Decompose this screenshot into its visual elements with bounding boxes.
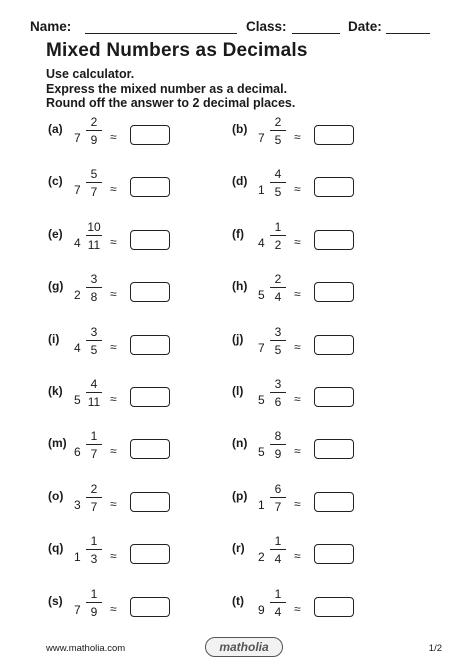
numerator: 3 [274,377,282,391]
problem-label: (s) [48,593,63,608]
whole-number: 7 [74,602,81,617]
denominator: 9 [90,604,98,619]
answer-box[interactable] [130,544,170,564]
fraction-bar [270,497,286,498]
approx-symbol: ≈ [294,496,301,511]
numerator: 5 [90,167,98,182]
numerator: 1 [274,219,282,234]
name-field[interactable] [85,33,237,34]
problem-row [46,426,446,478]
problem-row [46,584,446,636]
problem-label: (l) [232,384,244,398]
problem-label: (t) [232,593,244,608]
answer-box[interactable] [314,544,354,564]
approx-symbol: ≈ [110,234,117,249]
numerator: 3 [90,324,98,339]
problem-label: (h) [232,279,248,294]
fraction [86,115,102,147]
answer-box[interactable] [314,230,354,250]
numerator: 8 [274,429,282,444]
numerator: 4 [274,167,282,182]
fraction-bar [86,392,102,393]
answer-box[interactable] [130,387,170,407]
fraction-bar [86,602,102,603]
numerator: 4 [90,377,98,391]
fraction-bar [270,287,286,288]
numerator: 1 [274,586,282,601]
denominator: 4 [274,552,282,567]
problem-row [46,479,446,531]
problem-item [230,426,420,478]
problem-item [230,322,420,374]
denominator: 11 [87,237,101,252]
approx-symbol: ≈ [294,339,301,354]
answer-box[interactable] [314,439,354,459]
fraction-bar [86,497,102,498]
fraction-bar [86,182,102,183]
problem-label: (o) [48,488,64,503]
problem-label: (r) [232,541,245,556]
fraction-bar [270,549,286,550]
fraction [86,534,102,566]
denominator: 9 [274,447,282,462]
approx-symbol: ≈ [110,444,117,459]
matholia-logo: matholia [205,637,283,657]
whole-number: 7 [258,131,265,145]
date-field[interactable] [386,33,430,34]
fraction-bar [86,235,102,236]
denominator: 5 [274,133,282,147]
problem-row [46,112,446,164]
page-number: 1/2 [428,643,442,654]
fraction-bar [270,130,286,131]
approx-symbol: ≈ [294,444,301,459]
denominator: 7 [90,185,98,200]
denominator: 4 [274,604,282,619]
answer-box[interactable] [130,439,170,459]
whole-number: 1 [74,550,81,565]
problem-row [46,322,446,374]
fraction [270,325,286,357]
numerator: 1 [274,534,282,549]
fraction-bar [86,549,102,550]
numerator: 10 [87,219,101,234]
denominator: 5 [90,342,98,357]
denominator: 3 [90,552,98,567]
answer-box[interactable] [130,492,170,512]
problem-label: (d) [232,174,248,189]
problem-item [46,479,236,531]
problem-label: (j) [232,331,244,346]
fraction [86,377,102,409]
fraction [86,587,102,619]
approx-symbol: ≈ [110,339,117,354]
problem-label: (e) [48,226,63,241]
problem-label: (m) [48,436,67,451]
answer-box[interactable] [314,335,354,355]
fraction [270,220,286,252]
fraction [270,534,286,566]
approx-symbol: ≈ [110,287,117,302]
problem-item [46,112,236,164]
problem-item [46,531,236,583]
fraction [270,115,286,147]
fraction-bar [270,392,286,393]
fraction [86,325,102,357]
fraction [86,429,102,461]
problem-item [46,164,236,216]
fraction [86,167,102,199]
problem-label: (a) [48,122,63,136]
problem-item [46,217,236,269]
whole-number: 5 [74,393,81,407]
approx-symbol: ≈ [294,601,301,616]
problem-item [46,584,236,636]
answer-box[interactable] [130,125,170,145]
answer-box[interactable] [314,125,354,145]
numerator: 2 [90,115,98,129]
problem-row [46,164,446,216]
problem-row [46,374,446,426]
approx-symbol: ≈ [110,182,117,197]
approx-symbol: ≈ [294,287,301,302]
whole-number: 7 [258,340,265,355]
fraction [270,272,286,304]
fraction [270,429,286,461]
whole-number: 4 [74,235,81,250]
answer-box[interactable] [314,597,354,617]
fraction-bar [86,287,102,288]
worksheet-header [30,19,450,39]
answer-box[interactable] [314,492,354,512]
numerator: 6 [274,481,282,496]
approx-symbol: ≈ [110,392,117,406]
problem-label: (f) [232,226,244,241]
problem-item [230,374,420,426]
problem-item [46,374,236,426]
approx-symbol: ≈ [110,496,117,511]
fraction [270,167,286,199]
fraction [86,482,102,514]
whole-number: 4 [258,235,265,250]
date-label: Date: [348,19,382,34]
fraction [270,377,286,409]
problem-item [230,164,420,216]
problem-item [46,322,236,374]
fraction-bar [86,340,102,341]
answer-box[interactable] [130,282,170,302]
website-link[interactable]: www.matholia.com [46,643,126,654]
approx-symbol: ≈ [294,392,301,406]
denominator: 7 [90,499,98,514]
denominator: 5 [274,185,282,200]
whole-number: 2 [258,550,265,565]
class-field[interactable] [292,33,340,34]
whole-number: 5 [258,445,265,460]
denominator: 11 [87,395,101,409]
fraction-bar [86,444,102,445]
answer-box[interactable] [314,387,354,407]
fraction-bar [270,182,286,183]
footer [46,637,450,657]
problem-label: (n) [232,436,248,451]
denominator: 9 [90,133,98,147]
instruction-line: Express the mixed number as a decimal. [46,81,288,96]
whole-number: 4 [74,340,81,355]
instruction-line: Round off the answer to 2 decimal places. [46,96,296,110]
approx-symbol: ≈ [110,130,117,144]
answer-box[interactable] [130,177,170,197]
whole-number: 1 [258,497,265,512]
numerator: 1 [90,586,98,601]
numerator: 2 [274,272,282,287]
problem-item [230,112,420,164]
whole-number: 7 [74,131,81,145]
approx-symbol: ≈ [110,601,117,616]
problem-item [46,426,236,478]
problem-label: (c) [48,174,63,189]
numerator: 1 [90,429,98,444]
answer-box[interactable] [130,230,170,250]
denominator: 2 [274,237,282,252]
approx-symbol: ≈ [294,130,301,144]
approx-symbol: ≈ [294,234,301,249]
instruction-line: Use calculator. [46,67,135,81]
answer-box[interactable] [130,597,170,617]
name-label: Name: [30,19,72,34]
answer-box[interactable] [314,282,354,302]
whole-number: 1 [258,183,265,198]
denominator: 6 [274,395,282,409]
class-label: Class: [246,19,287,34]
problem-item [230,217,420,269]
answer-box[interactable] [130,335,170,355]
whole-number: 6 [74,445,81,460]
fraction-bar [270,340,286,341]
fraction-bar [270,602,286,603]
approx-symbol: ≈ [294,549,301,564]
whole-number: 2 [74,288,81,303]
problem-item [230,479,420,531]
instructions [46,67,295,111]
answer-box[interactable] [314,177,354,197]
problem-label: (q) [48,541,64,556]
problem-label: (k) [48,384,63,398]
denominator: 7 [274,499,282,514]
whole-number: 5 [258,288,265,303]
whole-number: 3 [74,497,81,512]
numerator: 1 [90,534,98,549]
whole-number: 5 [258,393,265,407]
problem-label: (b) [232,122,248,136]
problem-label: (g) [48,279,64,294]
approx-symbol: ≈ [294,182,301,197]
whole-number: 7 [74,183,81,198]
problem-item [230,584,420,636]
fraction-bar [270,235,286,236]
approx-symbol: ≈ [110,549,117,564]
fraction [270,482,286,514]
fraction [86,272,102,304]
numerator: 3 [274,324,282,339]
fraction-bar [86,130,102,131]
fraction [86,220,102,252]
problem-item [230,531,420,583]
problem-label: (p) [232,488,248,503]
numerator: 3 [90,272,98,287]
fraction-bar [270,444,286,445]
numerator: 2 [90,481,98,496]
problem-row [46,269,446,321]
numerator: 2 [274,115,282,129]
problem-label: (i) [48,331,60,346]
denominator: 5 [274,342,282,357]
fraction [270,587,286,619]
denominator: 4 [274,290,282,305]
problem-item [46,269,236,321]
denominator: 8 [90,290,98,305]
problem-item [230,269,420,321]
whole-number: 9 [258,602,265,617]
page-title: Mixed Numbers as Decimals [46,40,308,61]
problem-row [46,217,446,269]
problem-row [46,531,446,583]
denominator: 7 [90,447,98,462]
